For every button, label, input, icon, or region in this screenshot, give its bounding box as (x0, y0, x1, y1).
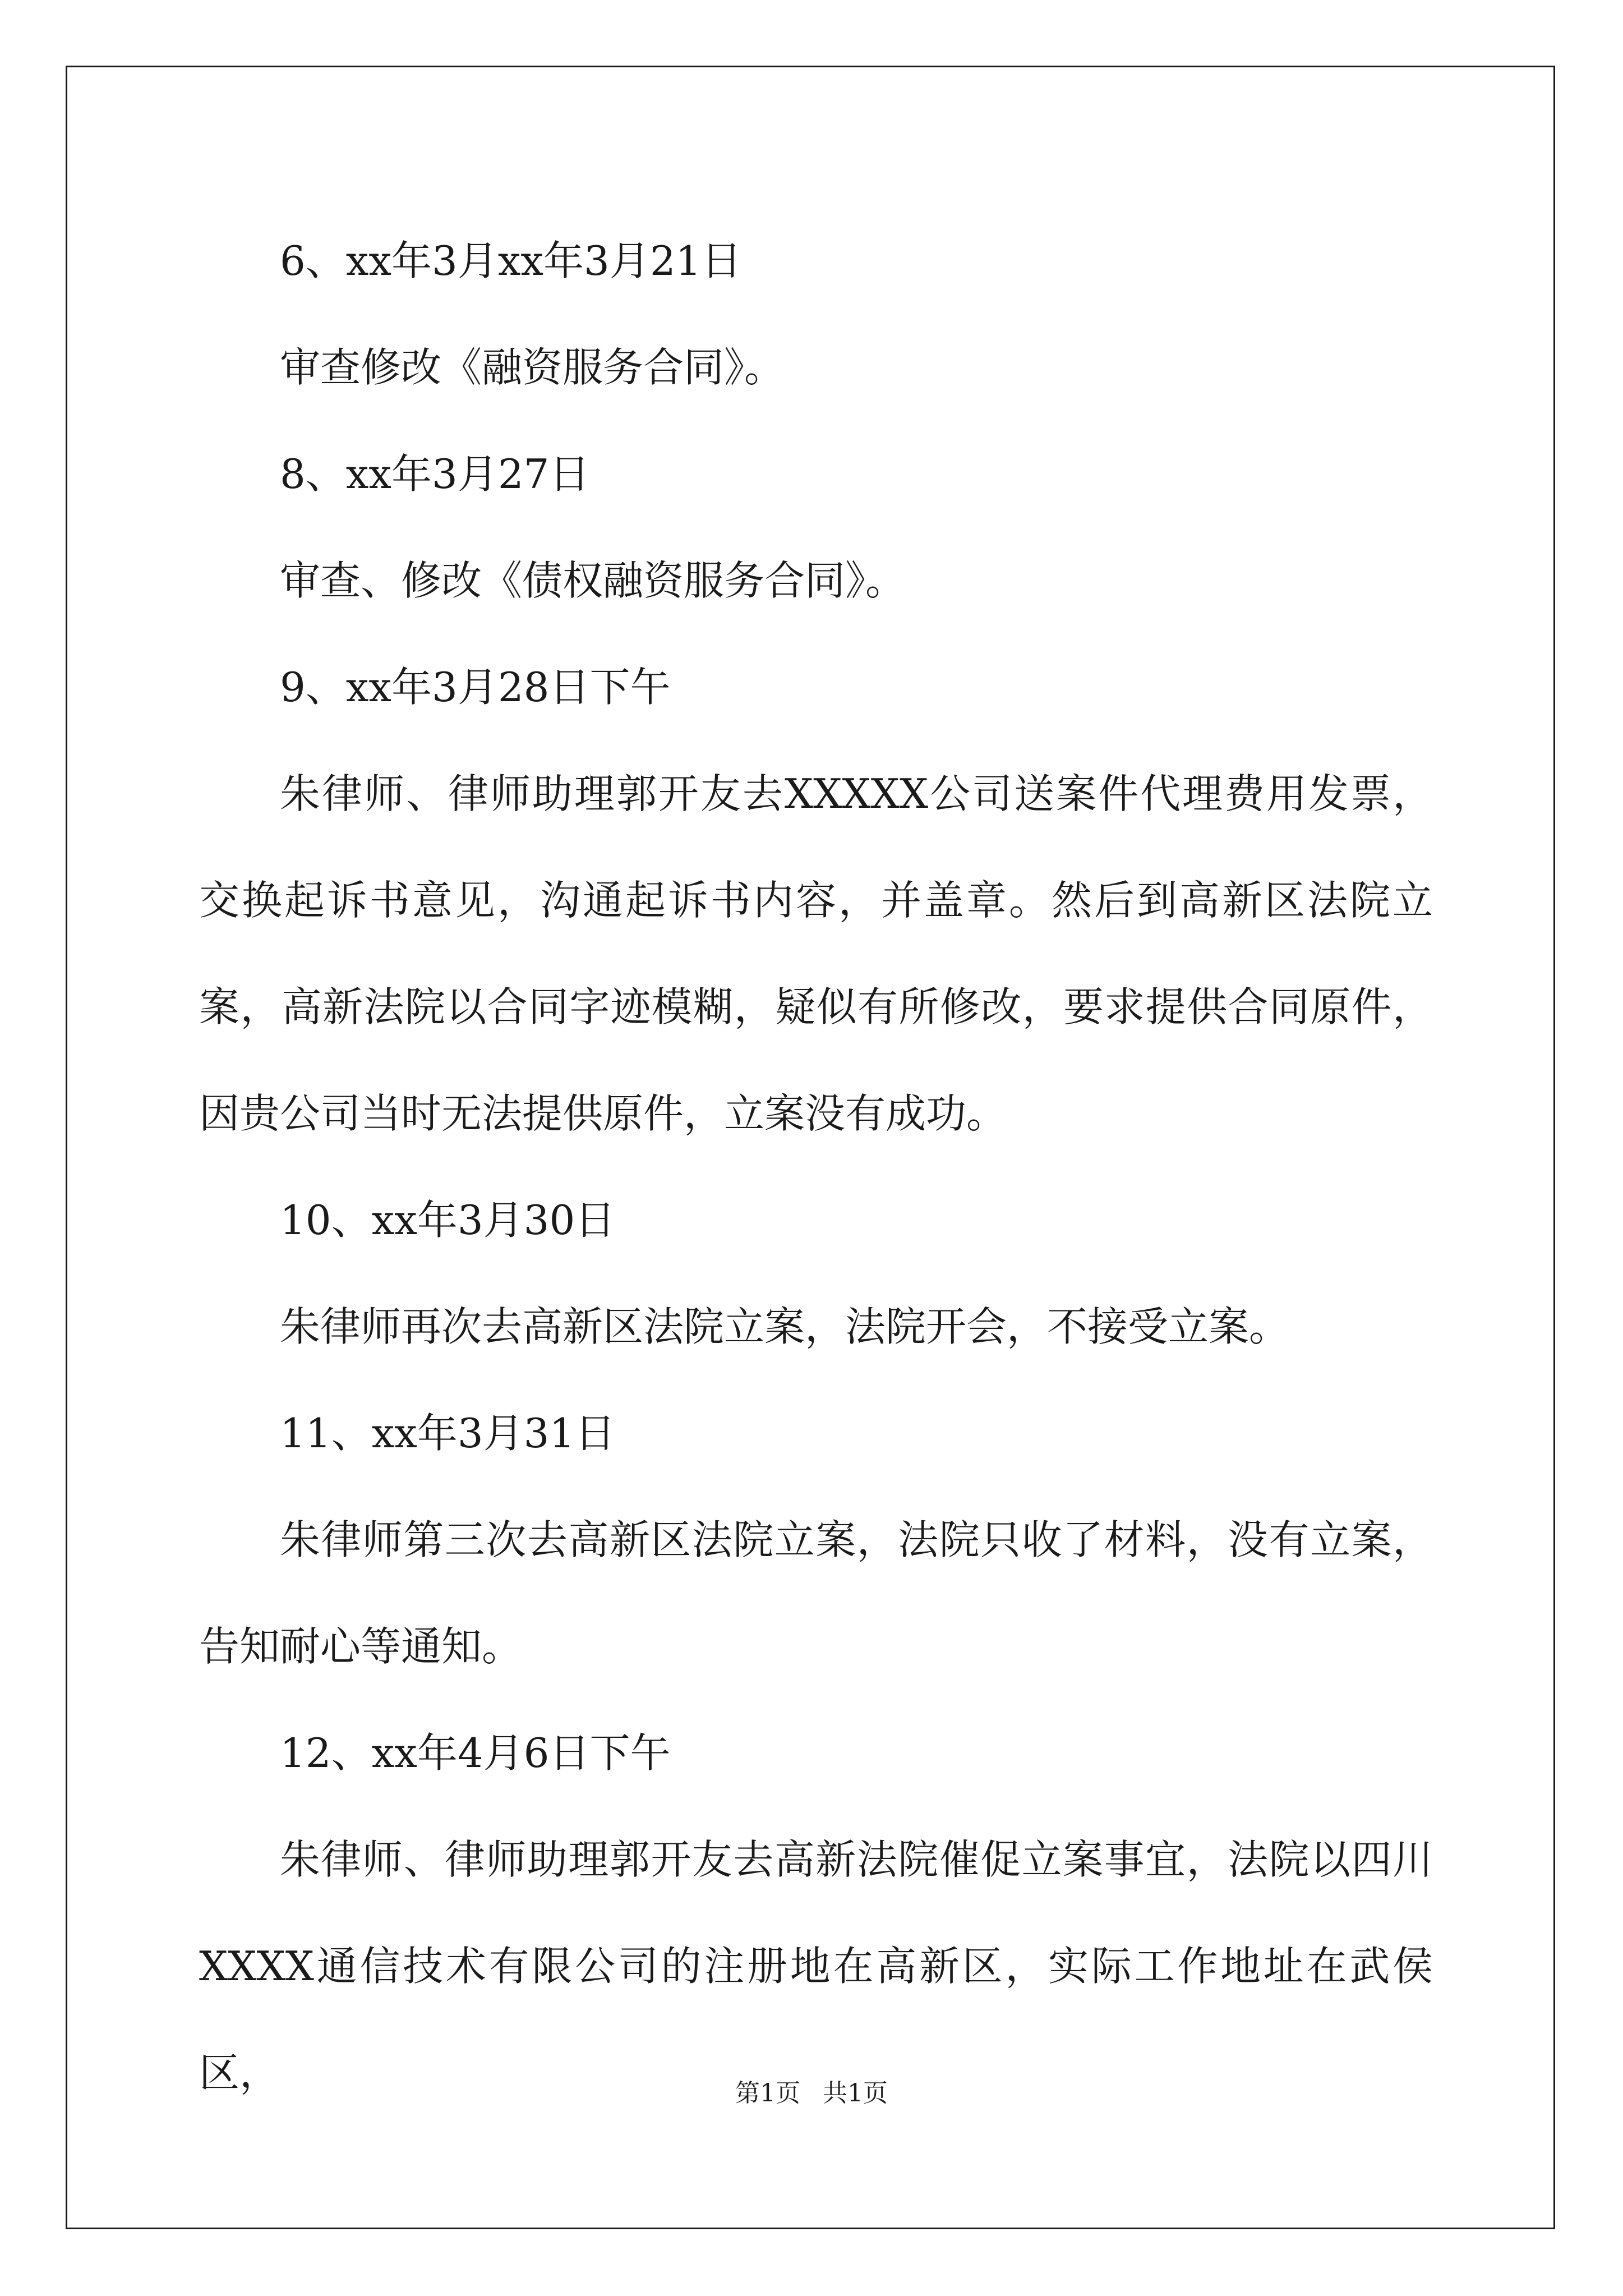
paragraph-item-6-date: 6、xx年3月xx年3月21日 (280, 237, 742, 284)
page-total: 共1页 (823, 2079, 888, 2108)
paragraph-second-filing-attempt: 朱律师再次去高新区法院立案，法院开会，不接受立案。 (280, 1303, 1290, 1350)
page-number: 第1页 (735, 2079, 800, 2108)
page-footer (0, 2073, 1623, 2109)
paragraph-item-8-date: 8、xx年3月27日 (280, 450, 590, 498)
paragraph-item-11-date: 11、xx年3月31日 (280, 1410, 616, 1457)
paragraph-item-9-date: 9、xx年3月28日下午 (280, 664, 671, 711)
paragraph-third-filing-attempt: 朱律师第三次去高新区法院立案，法院只收了材料，没有立案，告知耐心等通知。 (199, 1516, 1433, 1670)
document-body (199, 208, 1433, 2126)
paragraph-review-financing-contract: 审查修改《融资服务合同》。 (280, 344, 785, 391)
paragraph-review-debt-financing-contract: 审查、修改《债权融资服务合同》。 (280, 557, 906, 604)
paragraph-item-10-date: 10、xx年3月30日 (280, 1197, 616, 1244)
paragraph-urge-filing: 朱律师、律师助理郭开友去高新法院催促立案事宜，法院以四川XXXX通信技术有限公司的注册地在高新区，实际工作地址在武侯区， (199, 1836, 1433, 2096)
paragraph-first-filing-attempt: 朱律师、律师助理郭开友去XXXXX公司送案件代理费用发票，交换起诉书意见，沟通起诉书内容，并盖章。然后到高新区法院立案，高新法院以合同字迹模糊，疑似有所修改，要求提供合同原件，因贵公司当时无法提供原件，立案没有成功。 (199, 770, 1433, 1137)
paragraph-item-12-date: 12、xx年4月6日下午 (280, 1729, 671, 1777)
